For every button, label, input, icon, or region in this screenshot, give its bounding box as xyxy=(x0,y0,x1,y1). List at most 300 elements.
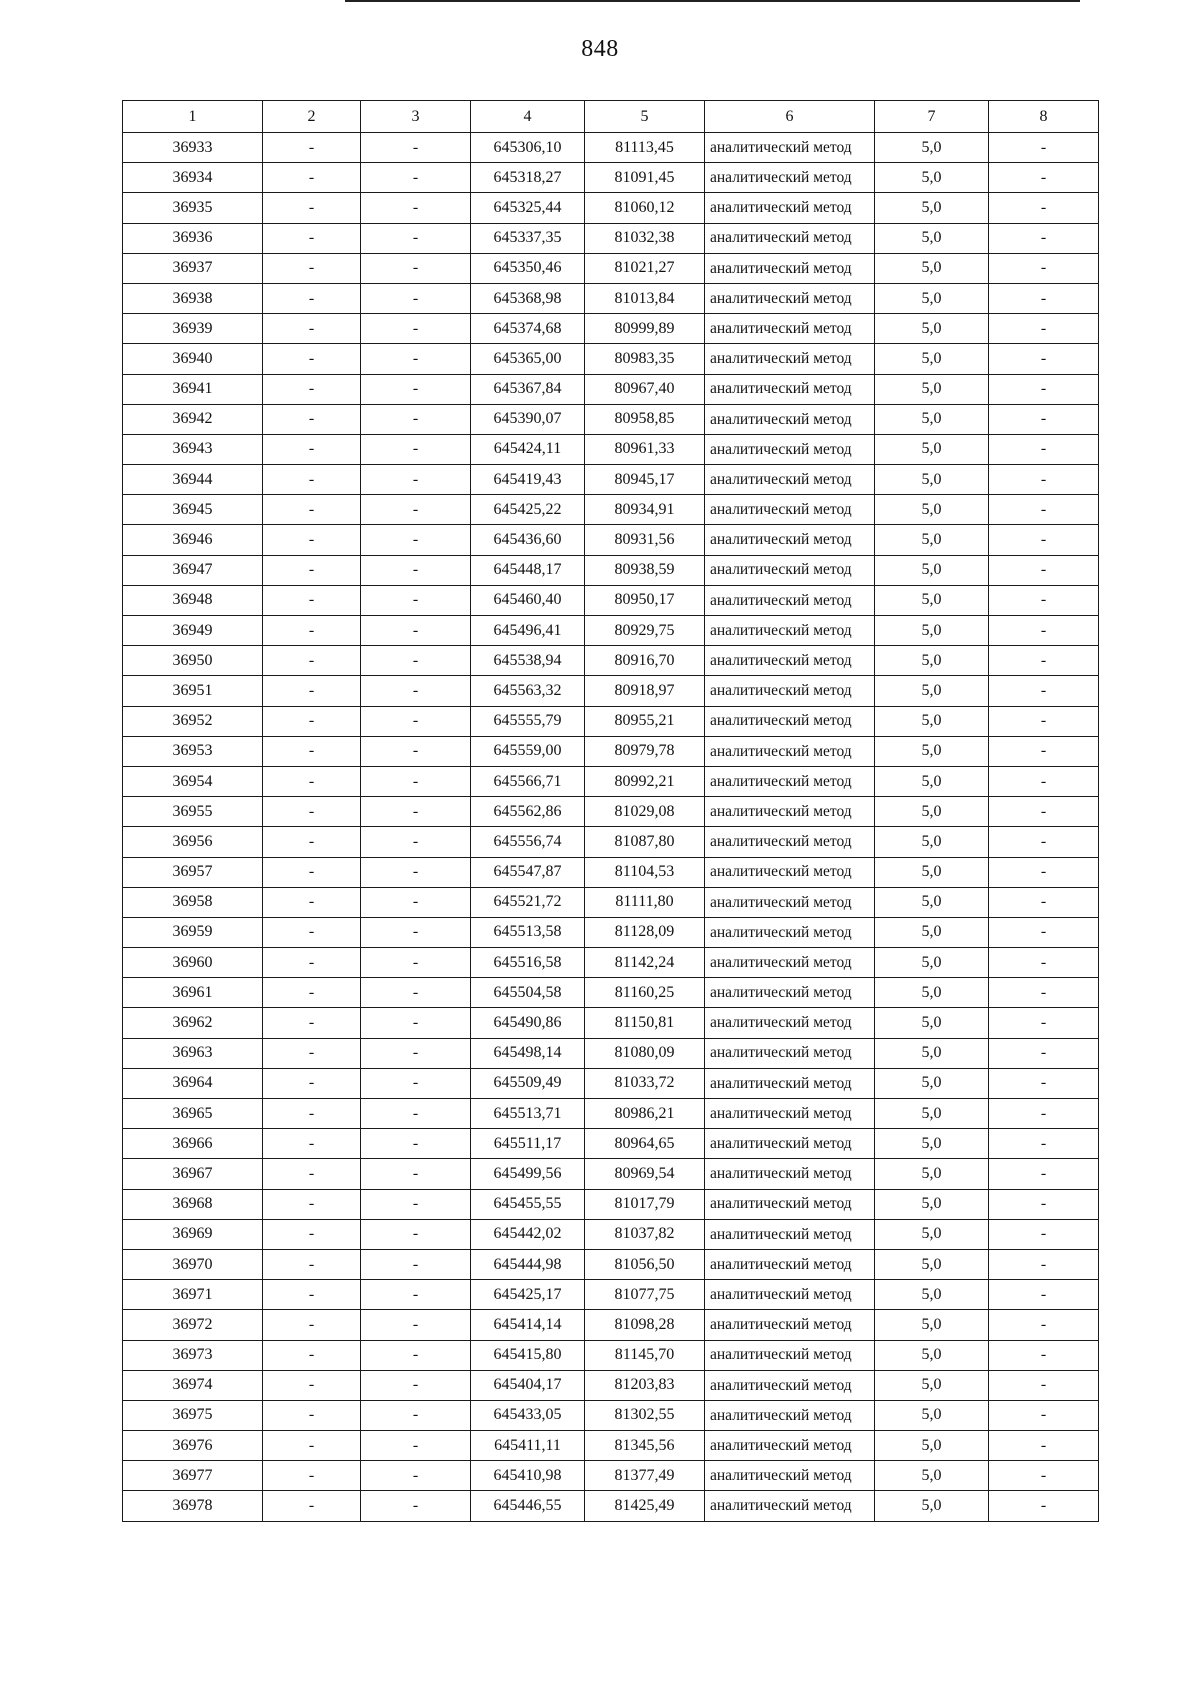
point-number-cell: 36955 xyxy=(123,797,263,827)
point-number-cell: 36960 xyxy=(123,948,263,978)
col3-cell: - xyxy=(361,1099,471,1129)
col8-cell: - xyxy=(989,1461,1099,1491)
col8-cell: - xyxy=(989,1129,1099,1159)
point-number-cell: 36966 xyxy=(123,1129,263,1159)
table-row xyxy=(123,1310,1099,1340)
col2-cell: - xyxy=(263,434,361,464)
x-coordinate-cell: 645425,17 xyxy=(471,1280,585,1310)
y-coordinate-cell: 81377,49 xyxy=(585,1461,705,1491)
method-cell: аналитический метод xyxy=(705,978,875,1008)
x-coordinate-cell: 645414,14 xyxy=(471,1310,585,1340)
y-coordinate-cell: 81091,45 xyxy=(585,163,705,193)
x-coordinate-cell: 645367,84 xyxy=(471,374,585,404)
col8-cell: - xyxy=(989,193,1099,223)
accuracy-cell: 5,0 xyxy=(875,1129,989,1159)
col2-cell: - xyxy=(263,1068,361,1098)
col8-cell: - xyxy=(989,1189,1099,1219)
accuracy-cell: 5,0 xyxy=(875,1370,989,1400)
method-cell: аналитический метод xyxy=(705,1431,875,1461)
point-number-cell: 36967 xyxy=(123,1159,263,1189)
col2-cell: - xyxy=(263,163,361,193)
accuracy-cell: 5,0 xyxy=(875,525,989,555)
y-coordinate-cell: 81087,80 xyxy=(585,827,705,857)
point-number-cell: 36971 xyxy=(123,1280,263,1310)
method-cell: аналитический метод xyxy=(705,948,875,978)
col3-cell: - xyxy=(361,827,471,857)
col3-cell: - xyxy=(361,163,471,193)
col3-cell: - xyxy=(361,314,471,344)
y-coordinate-cell: 81098,28 xyxy=(585,1310,705,1340)
col2-cell: - xyxy=(263,1038,361,1068)
method-cell: аналитический метод xyxy=(705,766,875,796)
method-cell: аналитический метод xyxy=(705,1159,875,1189)
col2-cell: - xyxy=(263,1400,361,1430)
table-body xyxy=(123,133,1099,1522)
x-coordinate-cell: 645436,60 xyxy=(471,525,585,555)
method-cell: аналитический метод xyxy=(705,797,875,827)
accuracy-cell: 5,0 xyxy=(875,857,989,887)
col2-cell: - xyxy=(263,616,361,646)
y-coordinate-cell: 81345,56 xyxy=(585,1431,705,1461)
col8-cell: - xyxy=(989,465,1099,495)
x-coordinate-cell: 645306,10 xyxy=(471,133,585,163)
method-cell: аналитический метод xyxy=(705,585,875,615)
y-coordinate-cell: 80979,78 xyxy=(585,736,705,766)
y-coordinate-cell: 81145,70 xyxy=(585,1340,705,1370)
method-cell: аналитический метод xyxy=(705,1340,875,1370)
col3-cell: - xyxy=(361,1461,471,1491)
table-row xyxy=(123,948,1099,978)
accuracy-cell: 5,0 xyxy=(875,676,989,706)
table-row xyxy=(123,978,1099,1008)
col3-cell: - xyxy=(361,1340,471,1370)
table-row xyxy=(123,827,1099,857)
col8-cell: - xyxy=(989,797,1099,827)
x-coordinate-cell: 645318,27 xyxy=(471,163,585,193)
table-row xyxy=(123,223,1099,253)
col8-cell: - xyxy=(989,1431,1099,1461)
method-cell: аналитический метод xyxy=(705,646,875,676)
table-row xyxy=(123,1400,1099,1430)
table-row xyxy=(123,736,1099,766)
col8-cell: - xyxy=(989,1491,1099,1521)
method-cell: аналитический метод xyxy=(705,253,875,283)
y-coordinate-cell: 81113,45 xyxy=(585,133,705,163)
table-row xyxy=(123,1219,1099,1249)
method-cell: аналитический метод xyxy=(705,434,875,464)
method-cell: аналитический метод xyxy=(705,1461,875,1491)
x-coordinate-cell: 645509,49 xyxy=(471,1068,585,1098)
x-coordinate-cell: 645390,07 xyxy=(471,404,585,434)
col8-cell: - xyxy=(989,314,1099,344)
col8-cell: - xyxy=(989,948,1099,978)
col3-cell: - xyxy=(361,525,471,555)
y-coordinate-cell: 81037,82 xyxy=(585,1219,705,1249)
x-coordinate-cell: 645455,55 xyxy=(471,1189,585,1219)
col3-cell: - xyxy=(361,676,471,706)
method-cell: аналитический метод xyxy=(705,555,875,585)
col8-cell: - xyxy=(989,525,1099,555)
col2-cell: - xyxy=(263,1461,361,1491)
accuracy-cell: 5,0 xyxy=(875,827,989,857)
accuracy-cell: 5,0 xyxy=(875,766,989,796)
method-cell: аналитический метод xyxy=(705,1038,875,1068)
y-coordinate-cell: 81056,50 xyxy=(585,1249,705,1279)
col3-cell: - xyxy=(361,706,471,736)
column-header: 2 xyxy=(263,101,361,133)
col2-cell: - xyxy=(263,223,361,253)
point-number-cell: 36968 xyxy=(123,1189,263,1219)
table-row xyxy=(123,917,1099,947)
col8-cell: - xyxy=(989,1068,1099,1098)
col2-cell: - xyxy=(263,525,361,555)
x-coordinate-cell: 645424,11 xyxy=(471,434,585,464)
method-cell: аналитический метод xyxy=(705,857,875,887)
col8-cell: - xyxy=(989,1370,1099,1400)
method-cell: аналитический метод xyxy=(705,827,875,857)
point-number-cell: 36945 xyxy=(123,495,263,525)
col2-cell: - xyxy=(263,1249,361,1279)
x-coordinate-cell: 645419,43 xyxy=(471,465,585,495)
table-row xyxy=(123,1491,1099,1521)
accuracy-cell: 5,0 xyxy=(875,1008,989,1038)
col2-cell: - xyxy=(263,797,361,827)
method-cell: аналитический метод xyxy=(705,1189,875,1219)
point-number-cell: 36975 xyxy=(123,1400,263,1430)
y-coordinate-cell: 80992,21 xyxy=(585,766,705,796)
y-coordinate-cell: 81080,09 xyxy=(585,1038,705,1068)
method-cell: аналитический метод xyxy=(705,525,875,555)
col2-cell: - xyxy=(263,555,361,585)
method-cell: аналитический метод xyxy=(705,1008,875,1038)
table-row xyxy=(123,1340,1099,1370)
col8-cell: - xyxy=(989,223,1099,253)
col8-cell: - xyxy=(989,857,1099,887)
col8-cell: - xyxy=(989,404,1099,434)
x-coordinate-cell: 645513,71 xyxy=(471,1099,585,1129)
col8-cell: - xyxy=(989,646,1099,676)
col2-cell: - xyxy=(263,1340,361,1370)
col2-cell: - xyxy=(263,495,361,525)
method-cell: аналитический метод xyxy=(705,1310,875,1340)
accuracy-cell: 5,0 xyxy=(875,495,989,525)
accuracy-cell: 5,0 xyxy=(875,616,989,646)
y-coordinate-cell: 81142,24 xyxy=(585,948,705,978)
point-number-cell: 36974 xyxy=(123,1370,263,1400)
col8-cell: - xyxy=(989,887,1099,917)
point-number-cell: 36937 xyxy=(123,253,263,283)
y-coordinate-cell: 80967,40 xyxy=(585,374,705,404)
column-header: 7 xyxy=(875,101,989,133)
y-coordinate-cell: 80986,21 xyxy=(585,1099,705,1129)
accuracy-cell: 5,0 xyxy=(875,1491,989,1521)
y-coordinate-cell: 81203,83 xyxy=(585,1370,705,1400)
col8-cell: - xyxy=(989,555,1099,585)
method-cell: аналитический метод xyxy=(705,1400,875,1430)
y-coordinate-cell: 81060,12 xyxy=(585,193,705,223)
y-coordinate-cell: 81077,75 xyxy=(585,1280,705,1310)
method-cell: аналитический метод xyxy=(705,465,875,495)
x-coordinate-cell: 645504,58 xyxy=(471,978,585,1008)
col3-cell: - xyxy=(361,1038,471,1068)
col2-cell: - xyxy=(263,1491,361,1521)
col8-cell: - xyxy=(989,1249,1099,1279)
x-coordinate-cell: 645446,55 xyxy=(471,1491,585,1521)
col8-cell: - xyxy=(989,736,1099,766)
col2-cell: - xyxy=(263,1219,361,1249)
col8-cell: - xyxy=(989,133,1099,163)
column-header: 1 xyxy=(123,101,263,133)
col3-cell: - xyxy=(361,736,471,766)
point-number-cell: 36956 xyxy=(123,827,263,857)
column-header: 6 xyxy=(705,101,875,133)
method-cell: аналитический метод xyxy=(705,223,875,253)
accuracy-cell: 5,0 xyxy=(875,1280,989,1310)
col8-cell: - xyxy=(989,978,1099,1008)
table-row xyxy=(123,1099,1099,1129)
col3-cell: - xyxy=(361,374,471,404)
col2-cell: - xyxy=(263,1431,361,1461)
col2-cell: - xyxy=(263,766,361,796)
table-row xyxy=(123,404,1099,434)
accuracy-cell: 5,0 xyxy=(875,1068,989,1098)
y-coordinate-cell: 81160,25 xyxy=(585,978,705,1008)
point-number-cell: 36961 xyxy=(123,978,263,1008)
y-coordinate-cell: 80961,33 xyxy=(585,434,705,464)
y-coordinate-cell: 80950,17 xyxy=(585,585,705,615)
table-row xyxy=(123,1129,1099,1159)
table-row xyxy=(123,434,1099,464)
accuracy-cell: 5,0 xyxy=(875,1400,989,1430)
y-coordinate-cell: 81128,09 xyxy=(585,917,705,947)
accuracy-cell: 5,0 xyxy=(875,1340,989,1370)
col3-cell: - xyxy=(361,1008,471,1038)
point-number-cell: 36972 xyxy=(123,1310,263,1340)
table-row xyxy=(123,1008,1099,1038)
y-coordinate-cell: 80983,35 xyxy=(585,344,705,374)
method-cell: аналитический метод xyxy=(705,404,875,434)
col3-cell: - xyxy=(361,616,471,646)
accuracy-cell: 5,0 xyxy=(875,1431,989,1461)
method-cell: аналитический метод xyxy=(705,374,875,404)
col8-cell: - xyxy=(989,706,1099,736)
col3-cell: - xyxy=(361,646,471,676)
y-coordinate-cell: 80964,65 xyxy=(585,1129,705,1159)
point-number-cell: 36946 xyxy=(123,525,263,555)
y-coordinate-cell: 81302,55 xyxy=(585,1400,705,1430)
col8-cell: - xyxy=(989,1038,1099,1068)
col3-cell: - xyxy=(361,253,471,283)
col8-cell: - xyxy=(989,253,1099,283)
method-cell: аналитический метод xyxy=(705,495,875,525)
accuracy-cell: 5,0 xyxy=(875,314,989,344)
column-header: 3 xyxy=(361,101,471,133)
x-coordinate-cell: 645499,56 xyxy=(471,1159,585,1189)
point-number-cell: 36948 xyxy=(123,585,263,615)
y-coordinate-cell: 81021,27 xyxy=(585,253,705,283)
point-number-cell: 36973 xyxy=(123,1340,263,1370)
col3-cell: - xyxy=(361,766,471,796)
col3-cell: - xyxy=(361,1219,471,1249)
col3-cell: - xyxy=(361,1249,471,1279)
col8-cell: - xyxy=(989,585,1099,615)
col2-cell: - xyxy=(263,676,361,706)
table-row xyxy=(123,676,1099,706)
table-row xyxy=(123,525,1099,555)
accuracy-cell: 5,0 xyxy=(875,585,989,615)
col3-cell: - xyxy=(361,585,471,615)
y-coordinate-cell: 80934,91 xyxy=(585,495,705,525)
col2-cell: - xyxy=(263,1129,361,1159)
point-number-cell: 36951 xyxy=(123,676,263,706)
col2-cell: - xyxy=(263,404,361,434)
method-cell: аналитический метод xyxy=(705,1219,875,1249)
col2-cell: - xyxy=(263,374,361,404)
page-number: 848 xyxy=(581,36,619,62)
table-row xyxy=(123,766,1099,796)
table-row xyxy=(123,1189,1099,1219)
column-header: 5 xyxy=(585,101,705,133)
point-number-cell: 36977 xyxy=(123,1461,263,1491)
col2-cell: - xyxy=(263,827,361,857)
col2-cell: - xyxy=(263,706,361,736)
table-row xyxy=(123,555,1099,585)
method-cell: аналитический метод xyxy=(705,1280,875,1310)
x-coordinate-cell: 645350,46 xyxy=(471,253,585,283)
x-coordinate-cell: 645325,44 xyxy=(471,193,585,223)
col8-cell: - xyxy=(989,676,1099,706)
col3-cell: - xyxy=(361,1280,471,1310)
y-coordinate-cell: 81425,49 xyxy=(585,1491,705,1521)
accuracy-cell: 5,0 xyxy=(875,163,989,193)
y-coordinate-cell: 80969,54 xyxy=(585,1159,705,1189)
col8-cell: - xyxy=(989,283,1099,313)
y-coordinate-cell: 81033,72 xyxy=(585,1068,705,1098)
col2-cell: - xyxy=(263,253,361,283)
accuracy-cell: 5,0 xyxy=(875,948,989,978)
x-coordinate-cell: 645448,17 xyxy=(471,555,585,585)
point-number-cell: 36976 xyxy=(123,1431,263,1461)
col2-cell: - xyxy=(263,133,361,163)
table-row xyxy=(123,706,1099,736)
col3-cell: - xyxy=(361,193,471,223)
x-coordinate-cell: 645444,98 xyxy=(471,1249,585,1279)
accuracy-cell: 5,0 xyxy=(875,1189,989,1219)
point-number-cell: 36947 xyxy=(123,555,263,585)
col8-cell: - xyxy=(989,1159,1099,1189)
table-row xyxy=(123,1431,1099,1461)
col3-cell: - xyxy=(361,1129,471,1159)
x-coordinate-cell: 645374,68 xyxy=(471,314,585,344)
point-number-cell: 36970 xyxy=(123,1249,263,1279)
col2-cell: - xyxy=(263,193,361,223)
col3-cell: - xyxy=(361,555,471,585)
col8-cell: - xyxy=(989,374,1099,404)
col2-cell: - xyxy=(263,1008,361,1038)
col8-cell: - xyxy=(989,766,1099,796)
col8-cell: - xyxy=(989,434,1099,464)
column-header: 4 xyxy=(471,101,585,133)
point-number-cell: 36935 xyxy=(123,193,263,223)
accuracy-cell: 5,0 xyxy=(875,736,989,766)
y-coordinate-cell: 80955,21 xyxy=(585,706,705,736)
table-row xyxy=(123,465,1099,495)
col8-cell: - xyxy=(989,1008,1099,1038)
point-number-cell: 36952 xyxy=(123,706,263,736)
x-coordinate-cell: 645538,94 xyxy=(471,646,585,676)
col8-cell: - xyxy=(989,1099,1099,1129)
accuracy-cell: 5,0 xyxy=(875,283,989,313)
y-coordinate-cell: 81029,08 xyxy=(585,797,705,827)
accuracy-cell: 5,0 xyxy=(875,1038,989,1068)
point-number-cell: 36964 xyxy=(123,1068,263,1098)
x-coordinate-cell: 645433,05 xyxy=(471,1400,585,1430)
x-coordinate-cell: 645556,74 xyxy=(471,827,585,857)
accuracy-cell: 5,0 xyxy=(875,1099,989,1129)
point-number-cell: 36969 xyxy=(123,1219,263,1249)
accuracy-cell: 5,0 xyxy=(875,1159,989,1189)
point-number-cell: 36978 xyxy=(123,1491,263,1521)
x-coordinate-cell: 645563,32 xyxy=(471,676,585,706)
accuracy-cell: 5,0 xyxy=(875,646,989,676)
table-row xyxy=(123,1280,1099,1310)
method-cell: аналитический метод xyxy=(705,1249,875,1279)
method-cell: аналитический метод xyxy=(705,706,875,736)
col8-cell: - xyxy=(989,495,1099,525)
col8-cell: - xyxy=(989,827,1099,857)
accuracy-cell: 5,0 xyxy=(875,374,989,404)
method-cell: аналитический метод xyxy=(705,1491,875,1521)
point-number-cell: 36959 xyxy=(123,917,263,947)
y-coordinate-cell: 80999,89 xyxy=(585,314,705,344)
col3-cell: - xyxy=(361,948,471,978)
col2-cell: - xyxy=(263,948,361,978)
method-cell: аналитический метод xyxy=(705,344,875,374)
col3-cell: - xyxy=(361,1189,471,1219)
point-number-cell: 36933 xyxy=(123,133,263,163)
accuracy-cell: 5,0 xyxy=(875,1310,989,1340)
y-coordinate-cell: 80916,70 xyxy=(585,646,705,676)
col3-cell: - xyxy=(361,1310,471,1340)
point-number-cell: 36965 xyxy=(123,1099,263,1129)
point-number-cell: 36939 xyxy=(123,314,263,344)
point-number-cell: 36958 xyxy=(123,887,263,917)
col3-cell: - xyxy=(361,465,471,495)
x-coordinate-cell: 645547,87 xyxy=(471,857,585,887)
col3-cell: - xyxy=(361,283,471,313)
point-number-cell: 36938 xyxy=(123,283,263,313)
table-row xyxy=(123,887,1099,917)
col2-cell: - xyxy=(263,1370,361,1400)
accuracy-cell: 5,0 xyxy=(875,1461,989,1491)
x-coordinate-cell: 645337,35 xyxy=(471,223,585,253)
x-coordinate-cell: 645566,71 xyxy=(471,766,585,796)
accuracy-cell: 5,0 xyxy=(875,253,989,283)
method-cell: аналитический метод xyxy=(705,1129,875,1159)
accuracy-cell: 5,0 xyxy=(875,1219,989,1249)
x-coordinate-cell: 645410,98 xyxy=(471,1461,585,1491)
col2-cell: - xyxy=(263,1189,361,1219)
y-coordinate-cell: 80958,85 xyxy=(585,404,705,434)
table-row xyxy=(123,314,1099,344)
table-row xyxy=(123,646,1099,676)
method-cell: аналитический метод xyxy=(705,193,875,223)
col8-cell: - xyxy=(989,163,1099,193)
col2-cell: - xyxy=(263,1159,361,1189)
col2-cell: - xyxy=(263,1280,361,1310)
top-rule xyxy=(345,0,1080,2)
x-coordinate-cell: 645490,86 xyxy=(471,1008,585,1038)
